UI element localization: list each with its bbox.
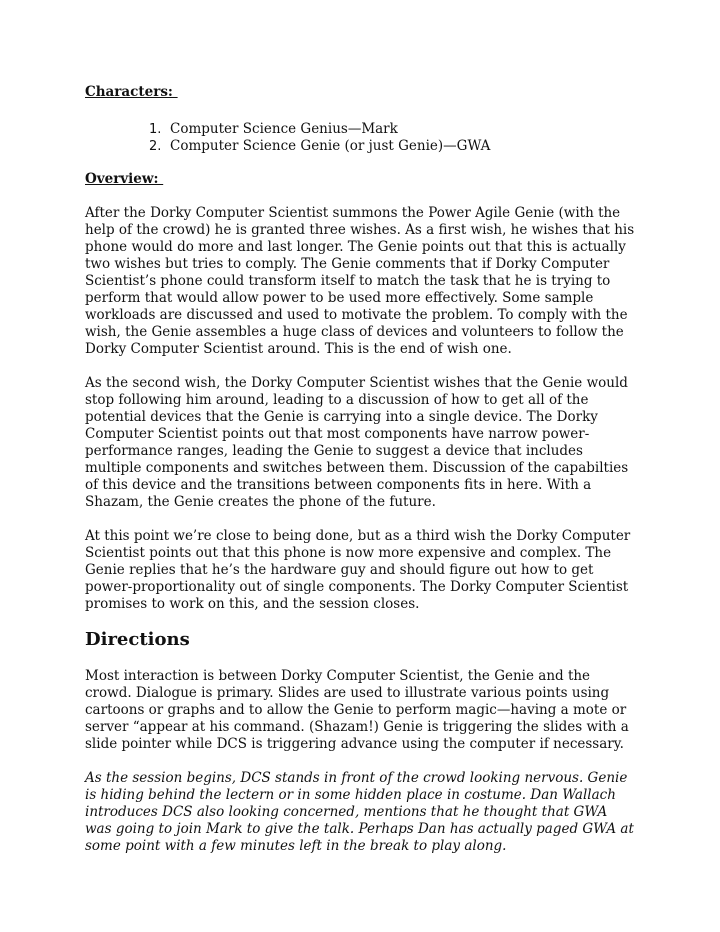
list-item: [85, 121, 637, 138]
list-number: 2.: [149, 139, 162, 154]
overview-paragraph-1: After the Dorky Computer Scientist summons the Power Agile Genie (with the help of the crowd) he is granted three wishes. As a first wish, he wishes that his phone would do more and last longer. The Genie points out that this is actually two wishes but tries to comply. The Genie comments that if Dorky Computer Scientist’s phone could transform itself to match the task that he is trying to perform that would allow power to be used more effectively. Some sample workloads are discussed and used to motivate the problem. To comply with the wish, the Genie assembles a huge class of devices and volunteers to follow the Dorky Computer Scientist around. This is the end of wish one.: [85, 205, 635, 357]
overview-paragraph-2: As the second wish, the Dorky Computer Scientist wishes that the Genie would stop following him around, leading to a discussion of how to get all of the potential devices that the Genie is carrying into a single device. The Dorky Computer Scientist points out that most components have narrow power-performance ranges, leading the Genie to suggest a device that includes multiple components and switches between them. Discussion of the capabilties of this device and the transitions between components fits in here. With a Shazam, the Genie creates the phone of the future.: [85, 375, 629, 510]
document-page: [85, 84, 637, 855]
list-item: [85, 138, 637, 155]
overview-paragraph-3: At this point we’re close to being done, but as a third wish the Dorky Computer Scientist points out that this phone is now more expensive and complex. The Genie replies that he’s the hardware guy and should figure out how to get power-proportionality out of single components. The Dorky Computer Scientist promises to work on this, and the session closes.: [85, 528, 631, 612]
list-item-text: Computer Science Genius—Mark: [170, 121, 398, 137]
characters-heading: Characters:: [85, 84, 178, 100]
list-number: 1.: [149, 122, 162, 137]
directions-paragraph: Most interaction is between Dorky Computer Scientist, the Genie and the crowd. Dialogue is primary. Slides are used to illustrate various points using cartoons or graphs and to allow the Genie to perform magic—having a mote or server “appear at his command. (Shazam!) Genie is triggering the slides with a slide pointer while DCS is triggering advance using the computer if necessary.: [85, 668, 629, 752]
characters-list: [85, 121, 637, 155]
directions-heading: Directions: [85, 629, 190, 650]
directions-italic-paragraph: As the session begins, DCS stands in front of the crowd looking nervous. Genie is hiding behind the lectern or in some hidden place in costume. Dan Wallach introduces DCS also looking concerned, mentions that he thought that GWA was going to join Mark to give the talk. Perhaps Dan has actually paged GWA at some point with a few minutes left in the break to play along.: [85, 770, 634, 854]
overview-heading: Overview:: [85, 171, 164, 187]
list-item-text: Computer Science Genie (or just Genie)—GWA: [170, 138, 491, 154]
